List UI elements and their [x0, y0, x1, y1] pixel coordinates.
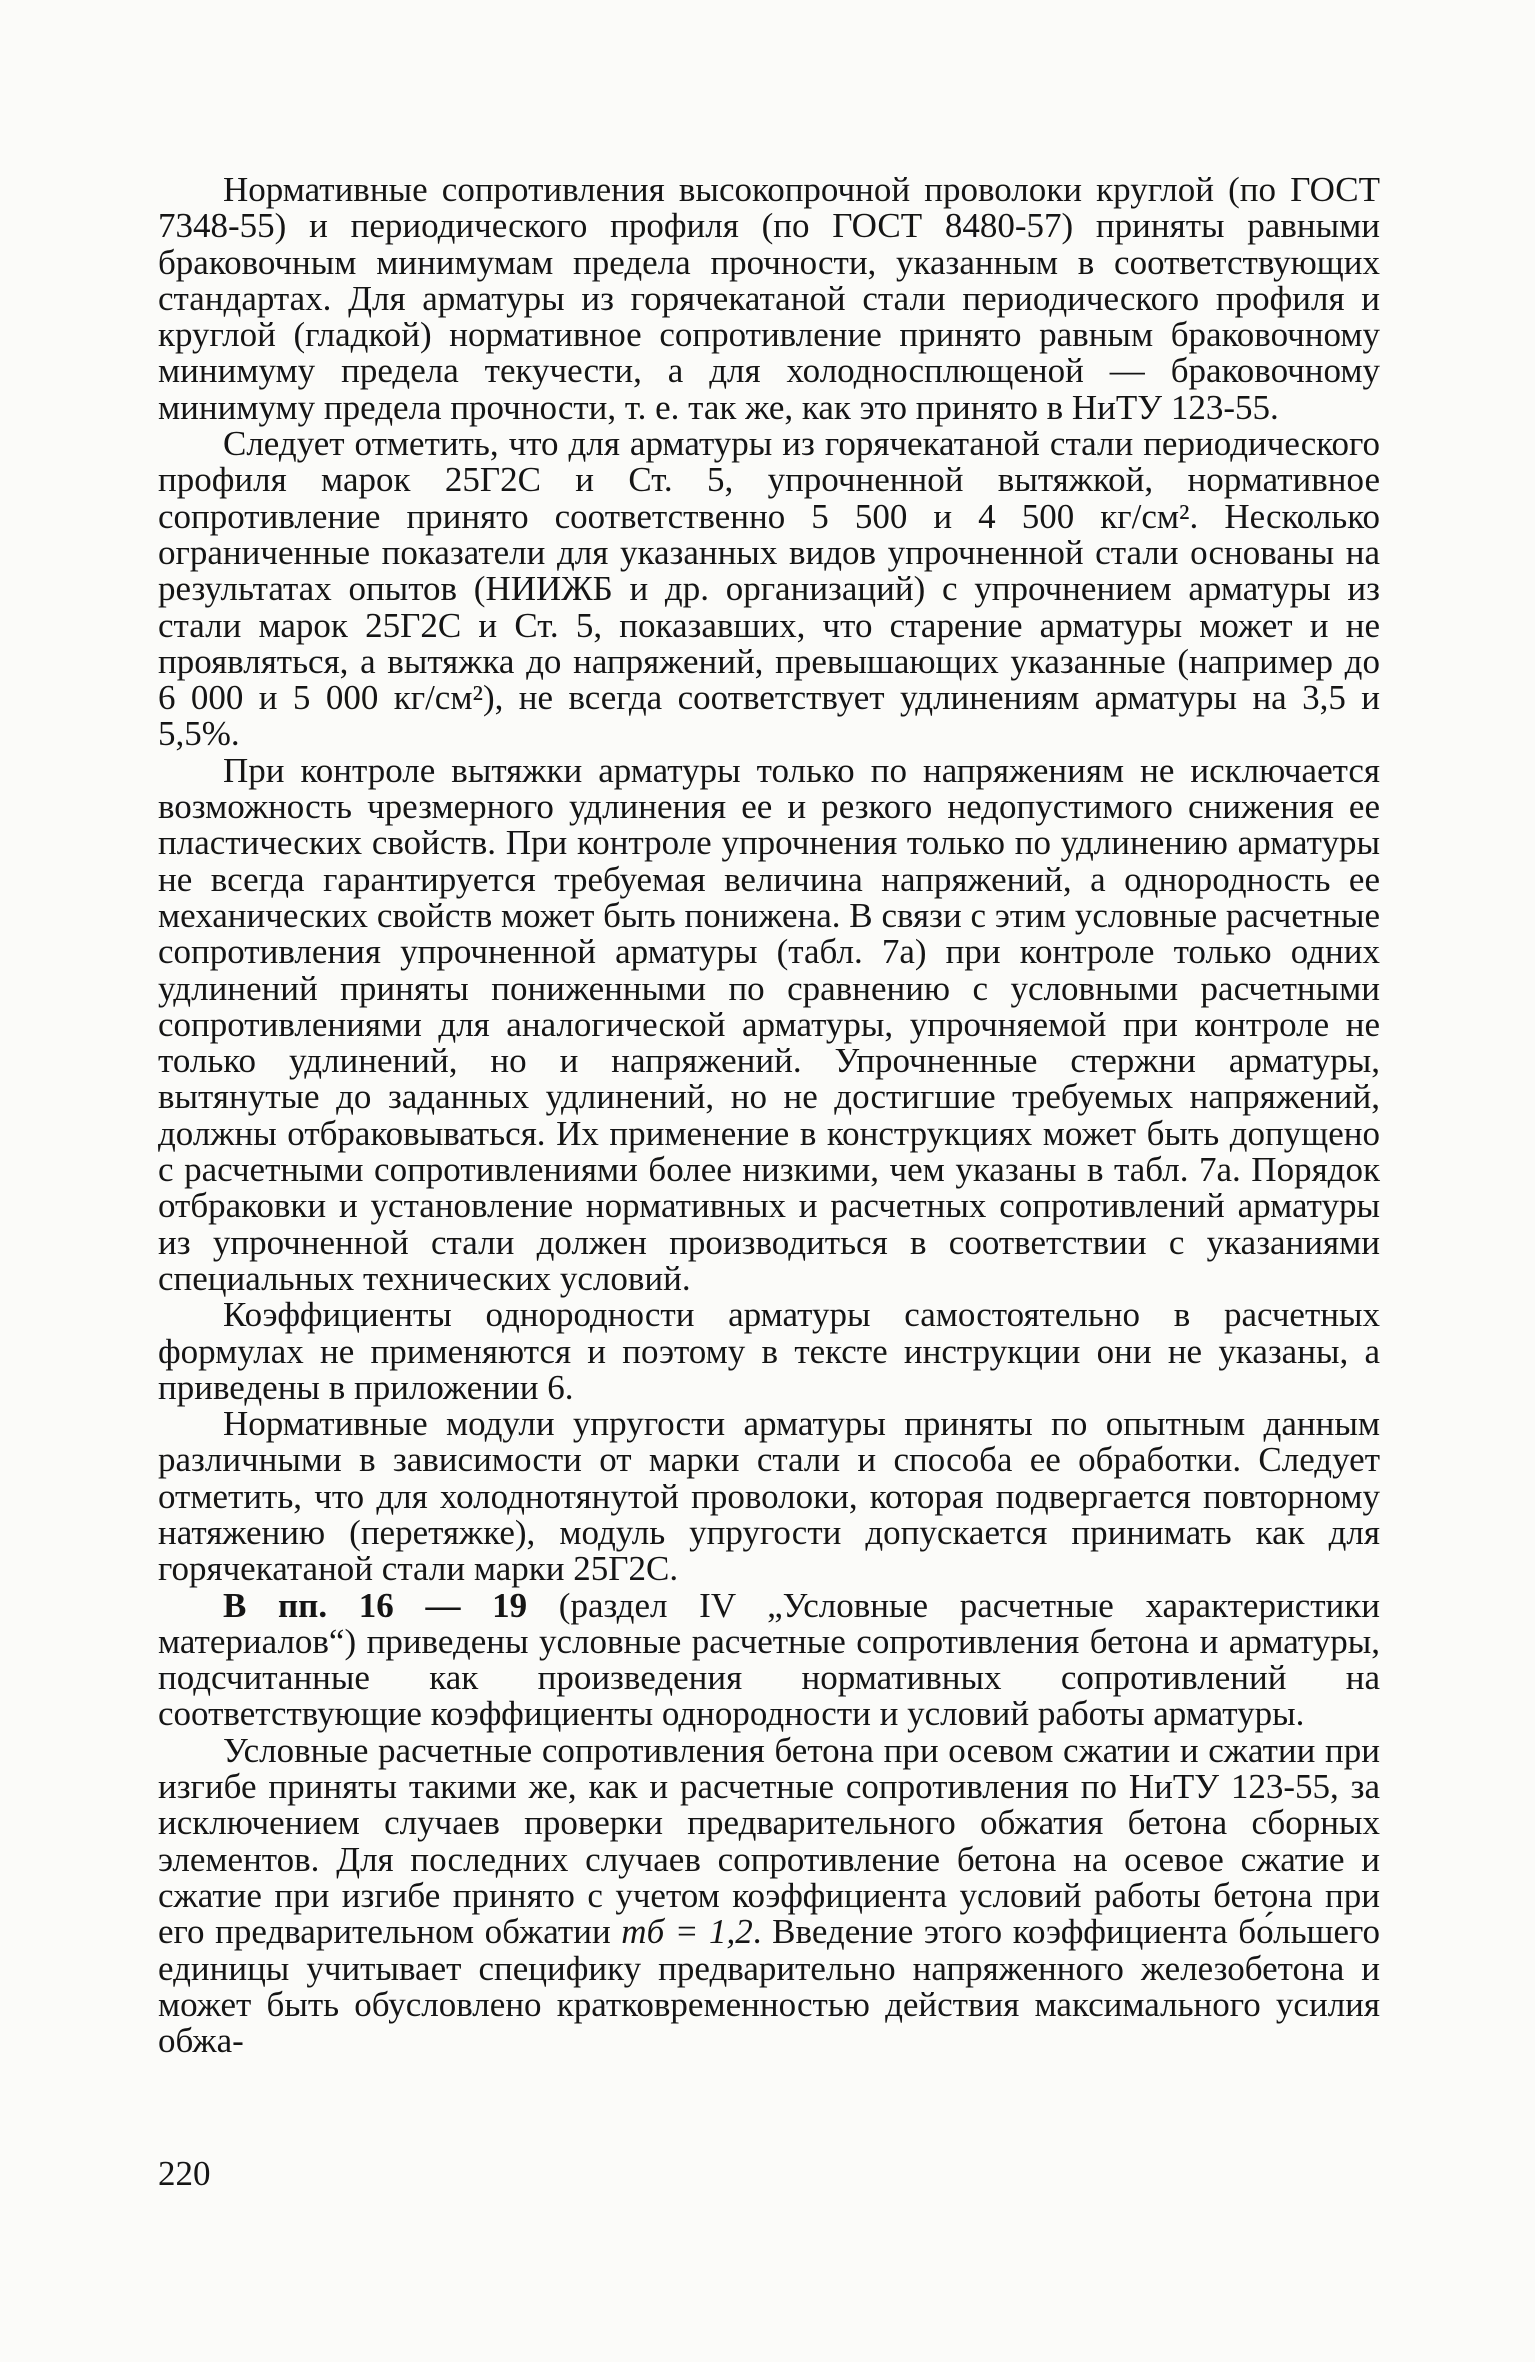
paragraph-6 [158, 1585, 1380, 1734]
paragraph-7-text: Условные расчетные сопротивления бетона при осевом сжатии и сжатии при изгибе приняты такими же, как и расчетные сопротивления по НиТУ 123-55, за исключением случаев проверки предварительного обжатия бетона сборных элементов. Для последних случаев сопротивление бетона на осевое сжатие и сжатие при изгибе принято с учетом коэффициента условий работы бетона при его предварительном обжатии [158, 1730, 1380, 1952]
paragraph-2: Следует отметить, что для арматуры из горячекатаной стали периодического профиля марок 25Г2С и Ст. 5, упрочненной вытяжкой, нормативное сопротивление принято соответственно 5 500 и 4 500 кг/см². Несколько ограниченные показатели для указанных видов упрочненной стали основаны на результатах опытов (НИИЖБ и др. организаций) с упрочнением арматуры из стали марок 25Г2С и Ст. 5, показавших, что старение арматуры может и не проявляться, а вытяжка до напряжений, превышающих указанные (например до 6 000 и 5 000 кг/см²), не всегда соответствует удлинениям арматуры на 3,5 и 5,5%. [158, 424, 1380, 754]
paragraph-5: Нормативные модули упругости арматуры приняты по опытным данным различными в зависимости от марки стали и способа ее обработки. Следует отметить, что для холоднотянутой проволоки, которая подвергается повторному натяжению (перетяжке), модуль упругости допускается принимать как для горячекатаной стали марки 25Г2С. [158, 1404, 1380, 1589]
body-text [158, 172, 1380, 2059]
section-reference: В пп. 16 — 19 [223, 1585, 528, 1625]
paragraph-4: Коэффициенты однородности арматуры самостоятельно в расчетных формулах не применяются и поэтому в тексте инструкции они не указаны, а приведены в приложении 6. [158, 1295, 1380, 1407]
page-number: 220 [158, 2154, 211, 2193]
paragraph-3: При контроле вытяжки арматуры только по напряжениям не исключается возможность чрезмерного удлинения ее и резкого недопустимого снижения ее пластических свойств. При контроле упрочнения только по удлинению арматуры не всегда гарантируется требуемая величина напряжений, а однородность ее механических свойств может быть понижена. В связи с этим условные расчетные сопротивления упрочненной арматуры (табл. 7а) при контроле только одних удлинений приняты пониженными по сравнению с условными расчетными сопротивлениями для аналогической арматуры, упрочняемой при контроле не только удлинений, но и напряжений. Упрочненные стержни арматуры, вытянутые до заданных удлинений, но не достигшие требуемых напряжений, должны отбраковываться. Их применение в конструкциях может быть допущено с расчетными сопротивлениями более низкими, чем указаны в табл. 7а. Порядок отбраковки и установление нормативных и расчетных сопротивлений арматуры из упрочненной стали должен производиться в соответствии с указаниями специальных технических условий. [158, 750, 1380, 1298]
paragraph-7 [158, 1730, 1380, 2061]
paragraph-7-tail: . Введение этого коэффициента бо́льшего единицы учитывает специфику предварительно напряженного железобетона и может быть обусловлено кратковременностью действия максимального усилия обжа- [158, 1912, 1380, 2061]
paragraph-1: Нормативные сопротивления высокопрочной проволоки круглой (по ГОСТ 7348-55) и периодического профиля (по ГОСТ 8480-57) приняты равными браковочным минимумам предела прочности, указанным в соответствующих стандартах. Для арматуры из горячекатаной стали периодического профиля и круглой (гладкой) нормативное сопротивление принято равным браковочному минимуму предела текучести, а для холодносплющеной — браковочному минимуму предела прочности, т. е. так же, как это принято в НиТУ 123-55. [158, 170, 1380, 427]
paragraph-6-text: (раздел IV „Условные расчетные характеристики материалов“) приведены условные расчетные сопротивления бетона и арматуры, подсчитанные как произведения нормативных сопротивлений на соответствующие коэффициенты однородности и условий работы арматуры. [158, 1585, 1380, 1734]
formula-m-b: mб = 1,2 [621, 1912, 753, 1952]
